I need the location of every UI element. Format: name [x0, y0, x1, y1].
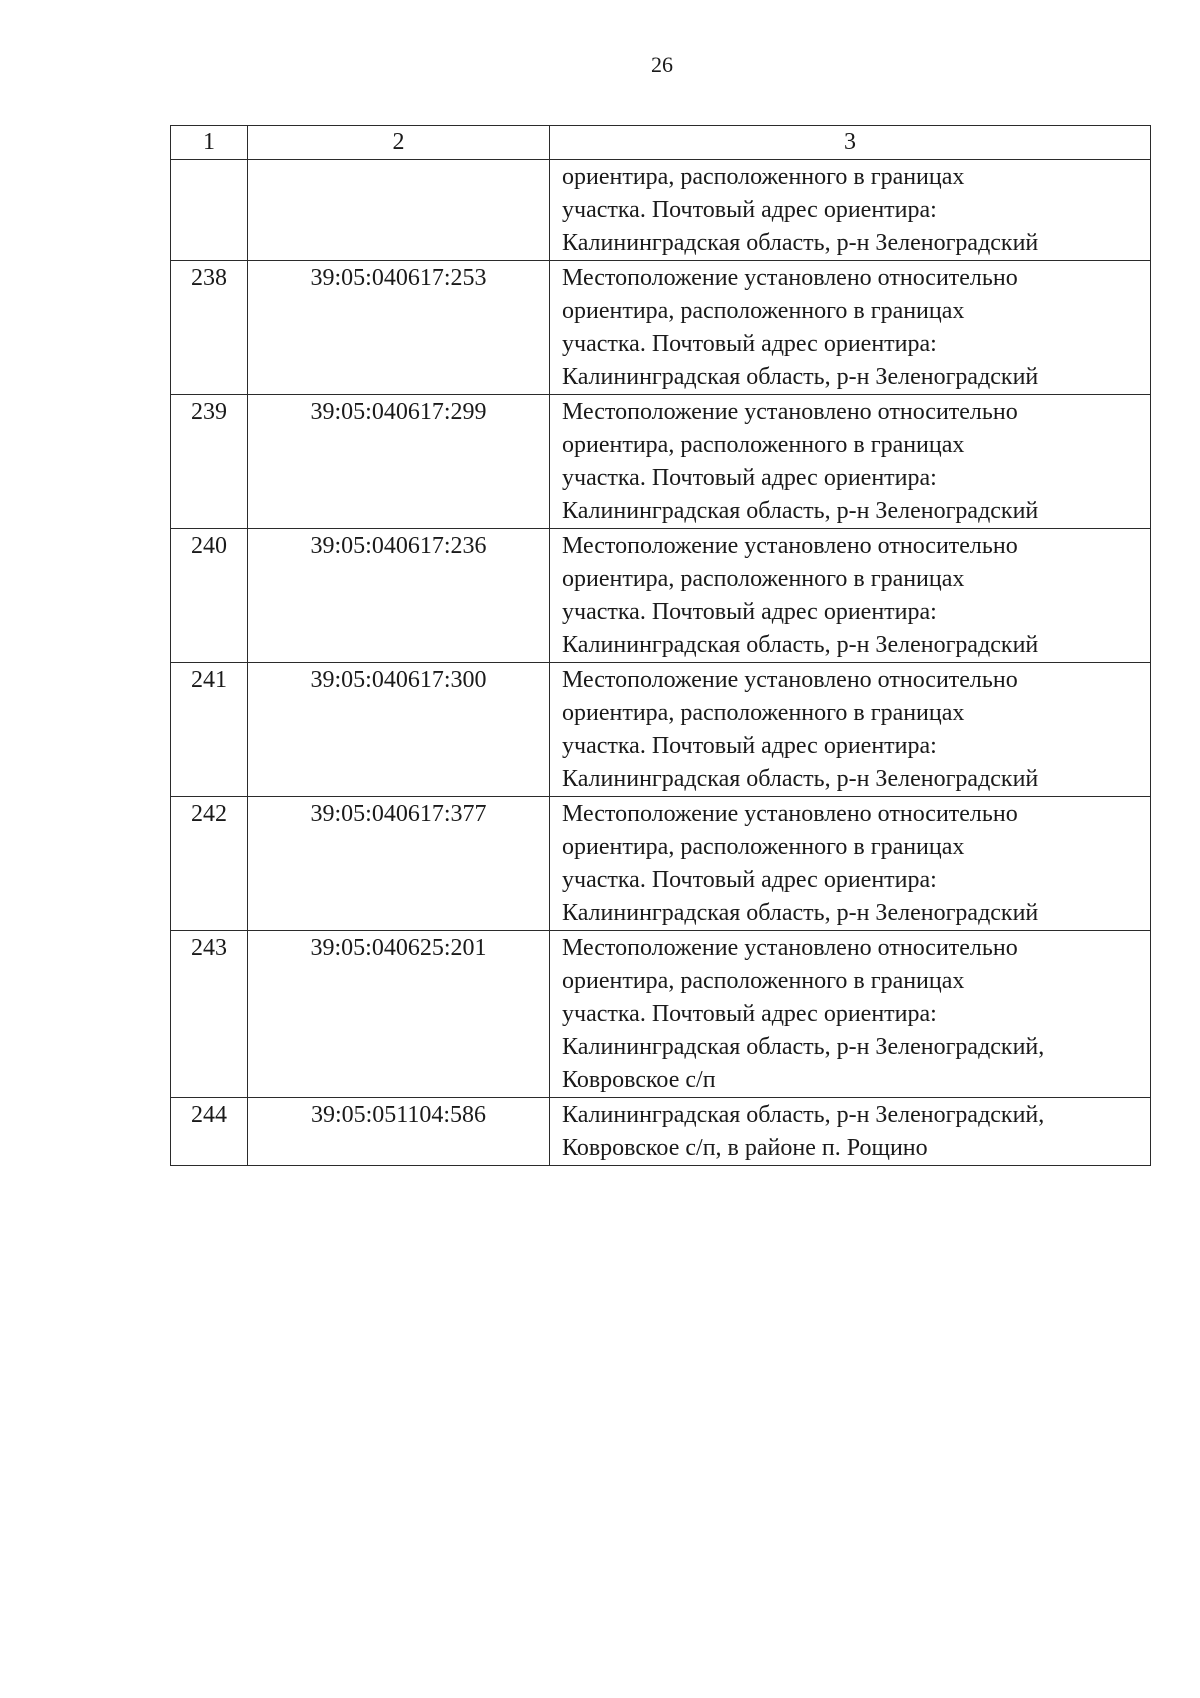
location-description: Местоположение установлено относительно ориентира, расположенного в границах участка. Почтовый адрес ориентира: Калининградская область, р-н Зеленоградский: [550, 395, 1151, 529]
row-number: 240: [171, 529, 248, 663]
column-header-3: 3: [550, 126, 1151, 160]
row-number: 239: [171, 395, 248, 529]
location-description: Калининградская область, р-н Зеленоградский, Ковровское с/п, в районе п. Рощино: [550, 1098, 1151, 1166]
location-description: Местоположение установлено относительно ориентира, расположенного в границах участка. Почтовый адрес ориентира: Калининградская область, р-н Зеленоградский: [550, 663, 1151, 797]
table-row: [171, 931, 1151, 1098]
location-description: Местоположение установлено относительно ориентира, расположенного в границах участка. Почтовый адрес ориентира: Калининградская область, р-н Зеленоградский: [550, 261, 1151, 395]
table-row: [171, 663, 1151, 797]
table-row: [171, 160, 1151, 261]
table-row: [171, 395, 1151, 529]
table-header-row: [171, 126, 1151, 160]
cadastral-number: 39:05:040617:299: [248, 395, 550, 529]
location-description: Местоположение установлено относительно ориентира, расположенного в границах участка. Почтовый адрес ориентира: Калининградская область, р-н Зеленоградский: [550, 797, 1151, 931]
cadastral-number: 39:05:051104:586: [248, 1098, 550, 1166]
location-description: Местоположение установлено относительно ориентира, расположенного в границах участка. Почтовый адрес ориентира: Калининградская область, р-н Зеленоградский, Ковровское с/п: [550, 931, 1151, 1098]
row-number: 241: [171, 663, 248, 797]
cadastral-number: [248, 160, 550, 261]
table-row: [171, 261, 1151, 395]
cadastral-number: 39:05:040617:253: [248, 261, 550, 395]
cadastral-number: 39:05:040625:201: [248, 931, 550, 1098]
column-header-2: 2: [248, 126, 550, 160]
table-row: [171, 797, 1151, 931]
table-row: [171, 529, 1151, 663]
cadastral-number: 39:05:040617:377: [248, 797, 550, 931]
cadastral-number: 39:05:040617:236: [248, 529, 550, 663]
column-header-1: 1: [171, 126, 248, 160]
row-number: 243: [171, 931, 248, 1098]
table-row: [171, 1098, 1151, 1166]
row-number: 238: [171, 261, 248, 395]
cadastral-number: 39:05:040617:300: [248, 663, 550, 797]
location-description: Местоположение установлено относительно ориентира, расположенного в границах участка. Почтовый адрес ориентира: Калининградская область, р-н Зеленоградский: [550, 529, 1151, 663]
land-plot-table: [170, 125, 1151, 1166]
row-number: 242: [171, 797, 248, 931]
row-number: 244: [171, 1098, 248, 1166]
location-description: ориентира, расположенного в границах участка. Почтовый адрес ориентира: Калининградская область, р-н Зеленоградский: [550, 160, 1151, 261]
row-number: [171, 160, 248, 261]
page-number: 26: [651, 52, 673, 77]
